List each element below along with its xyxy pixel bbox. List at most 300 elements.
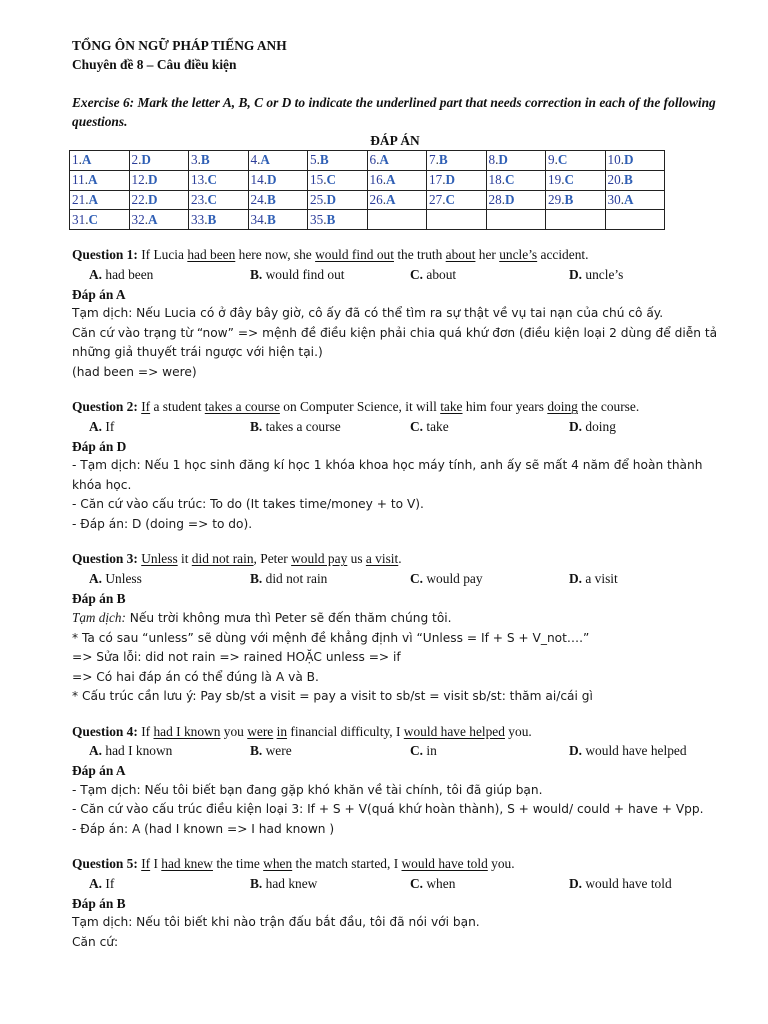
answer-separator: . (263, 191, 267, 207)
explanation-line (72, 933, 718, 953)
answer-question-number: 1 (72, 152, 79, 168)
option-a[interactable] (89, 874, 114, 894)
answer-separator: . (78, 152, 82, 168)
explanation-text: Tạm dịch: Nếu tôi biết khi nào trận đấu bắt đầu, tôi đã nói với bạn. (72, 915, 480, 930)
answer-letter: C (207, 172, 218, 188)
explanation-line (72, 363, 718, 383)
answer-letter: B (438, 152, 448, 168)
answer-key-cell (605, 210, 665, 230)
answer-key-cell (248, 210, 308, 230)
answer-question-number: 16 (369, 172, 383, 188)
answer-separator: . (144, 191, 148, 207)
answer-key-cell (308, 170, 368, 190)
answer-letter: C (326, 172, 337, 188)
option-letter: D. (569, 570, 583, 586)
answer-letter: D (326, 191, 337, 207)
answer-label: Đáp án A (72, 286, 126, 302)
option-d[interactable] (569, 417, 616, 437)
option-text: If (105, 418, 115, 434)
answer-key-cell (70, 170, 130, 190)
explanation-line (72, 820, 718, 840)
option-text: would pay (426, 570, 483, 586)
answer-question-number: 5 (310, 152, 317, 168)
exercise-instruction: Exercise 6: Mark the letter A, B, C or D to indicate the underlined part that needs correction in each of the following questions. (72, 95, 716, 129)
answer-question-number: 10 (607, 152, 621, 168)
answer-key-cell (367, 210, 427, 230)
explanation-line (72, 304, 718, 324)
answer-question-number: 7 (429, 152, 436, 168)
answer-question-number: 31 (72, 211, 86, 227)
answer-key-cell (427, 151, 487, 171)
answer-options (72, 874, 718, 894)
question-label: Question 3: (72, 551, 138, 567)
explanation-lead: Tạm dịch: (72, 610, 126, 626)
explanation-text: - Đáp án: D (doing => to do). (72, 516, 253, 531)
option-c[interactable] (410, 569, 483, 589)
answer-key-cell (248, 151, 308, 171)
answer-question-number: 28 (488, 191, 502, 207)
answer-letter: B (200, 152, 210, 168)
answer-question-number: 27 (429, 191, 443, 207)
sentence-fragment: it (177, 551, 192, 567)
explanation-text: * Ta có sau “unless” sẽ dùng với mệnh đề khẳng định vì “Unless = If + S + V_not….” (72, 630, 590, 645)
answer-options (72, 741, 718, 761)
answer-letter: C (207, 191, 218, 207)
sentence-fragment: the truth (393, 247, 446, 263)
answer-key-cell (248, 170, 308, 190)
question-list (72, 245, 718, 952)
explanation-text: (had been => were) (72, 364, 197, 379)
sentence-fragment: him four years (462, 399, 548, 415)
answer-key-row (70, 151, 665, 171)
option-letter: B. (250, 266, 263, 282)
answer-letter: B (266, 191, 276, 207)
option-letter: D. (569, 266, 583, 282)
answer-separator: . (263, 172, 267, 188)
sentence-fragment: If (141, 723, 154, 739)
answer-question-number: 21 (72, 191, 86, 207)
option-b[interactable] (250, 874, 317, 894)
question-block (72, 722, 718, 840)
answer-key-cell (70, 190, 130, 210)
sentence-fragment: you. (487, 856, 515, 872)
answer-separator: . (501, 191, 505, 207)
option-letter: B. (250, 570, 263, 586)
answer-separator: . (561, 191, 565, 207)
sentence-fragment: us (347, 551, 366, 567)
answer-separator: . (144, 172, 148, 188)
explanation-text: - Tạm dịch: Nếu tôi biết bạn đang gặp khó khăn về tài chính, tôi đã giúp bạn. (72, 782, 543, 797)
option-letter: A. (89, 743, 103, 759)
answer-separator: . (85, 211, 89, 227)
option-letter: D. (569, 875, 583, 891)
explanation-text: => Có hai đáp án có thể đúng là A và B. (72, 669, 319, 684)
answer-options (72, 265, 718, 285)
underlined-part: had knew (161, 856, 213, 872)
answer-question-number: 35 (310, 211, 324, 227)
answer-letter: D (147, 191, 158, 207)
answer-key-cell (486, 190, 546, 210)
answer-letter: A (81, 152, 92, 168)
answer-key-row (70, 170, 665, 190)
answer-options (72, 417, 718, 437)
answer-separator: . (620, 191, 624, 207)
answer-separator: . (495, 152, 499, 168)
answer-letter: C (88, 211, 99, 227)
answer-separator: . (323, 191, 327, 207)
answer-letter: A (260, 152, 270, 168)
answer-letter: B (266, 211, 276, 227)
answer-separator: . (561, 172, 565, 188)
answer-letter: A (147, 211, 158, 227)
answer-separator: . (382, 191, 386, 207)
answer-question-number: 20 (607, 172, 621, 188)
option-text: about (426, 266, 457, 282)
answer-question-number: 17 (429, 172, 443, 188)
answer-letter: A (385, 191, 396, 207)
option-text: in (426, 743, 437, 759)
answer-letter: C (504, 172, 515, 188)
question-text (72, 722, 718, 742)
answer-question-number: 14 (250, 172, 264, 188)
option-text: If (105, 875, 115, 891)
answer-separator: . (620, 152, 624, 168)
option-a[interactable] (89, 569, 142, 589)
underlined-part: take (440, 399, 463, 415)
answer-separator: . (204, 211, 208, 227)
answer-separator: . (554, 152, 558, 168)
option-d[interactable] (569, 265, 623, 285)
option-c[interactable] (410, 265, 456, 285)
answer-question-number: 15 (310, 172, 324, 188)
answer-letter: A (379, 152, 389, 168)
option-d[interactable] (569, 874, 672, 894)
question-text (72, 397, 718, 417)
answer-key-cell (486, 151, 546, 171)
sentence-fragment: financial difficulty, I (287, 723, 404, 739)
sentence-fragment: a student (150, 399, 205, 415)
sentence-fragment: accident. (537, 247, 589, 263)
option-text: a visit (585, 570, 618, 586)
answer-key-row (70, 190, 665, 210)
answer-letter: C (557, 152, 568, 168)
option-letter: C. (410, 570, 424, 586)
sentence-fragment: the match started, I (292, 856, 402, 872)
answer-question-number: 23 (191, 191, 205, 207)
answer-key-cell (129, 170, 189, 190)
option-b[interactable] (250, 417, 341, 437)
explanation-text: - Đáp án: A (had I known => I had known ) (72, 821, 335, 836)
option-text: were (265, 743, 292, 759)
answer-key-cell (308, 151, 368, 171)
answer-key-cell (546, 210, 606, 230)
answer-key-cell (129, 190, 189, 210)
answer-separator: . (316, 152, 320, 168)
answer-key-cell (427, 210, 487, 230)
answer-key-cell (605, 190, 665, 210)
answer-letter: C (445, 191, 456, 207)
underlined-part: had been (187, 247, 236, 263)
answer-question-number: 6 (369, 152, 377, 168)
answer-separator: . (376, 152, 380, 168)
sentence-fragment: I (150, 856, 162, 872)
option-text: doing (585, 418, 616, 434)
explanation-text: - Căn cứ vào cấu trúc điều kiện loại 3: If + S + V(quá khứ hoàn thành), S + would/ could + have + Vpp. (72, 802, 704, 817)
answer-key-cell (189, 190, 249, 210)
option-text: uncle’s (585, 266, 624, 282)
answer-key-cell (546, 190, 606, 210)
answer-key-cell (248, 190, 308, 210)
answer-key-cell (189, 151, 249, 171)
underlined-part: If (141, 856, 151, 872)
option-letter: A. (89, 875, 103, 891)
option-b[interactable] (250, 741, 292, 761)
option-letter: A. (89, 418, 103, 434)
question-label: Question 1: (72, 247, 138, 263)
answer-question-number: 12 (131, 172, 145, 188)
sentence-fragment: on Computer Science, it will (279, 399, 441, 415)
answer-letter: A (88, 191, 99, 207)
answer-key-cell (605, 170, 665, 190)
sentence-fragment: the course. (577, 399, 640, 415)
option-letter: B. (250, 875, 263, 891)
answer-label: Đáp án D (72, 438, 127, 454)
option-letter: C. (410, 266, 424, 282)
question-block (72, 397, 718, 534)
option-letter: C. (410, 418, 424, 434)
answer-label: Đáp án B (72, 590, 126, 606)
answer-key-cell (367, 151, 427, 171)
answer-separator: . (442, 191, 446, 207)
underlined-part: would have told (401, 856, 488, 872)
option-text: had been (105, 266, 154, 282)
answer-letter: C (564, 172, 575, 188)
answer-key-table (69, 150, 665, 230)
sentence-fragment: the time (212, 856, 264, 872)
sentence-fragment: If Lucia (141, 247, 188, 263)
explanation-line (72, 608, 718, 629)
question-label: Question 5: (72, 856, 138, 872)
answer-letter: A (623, 191, 634, 207)
document-page (72, 36, 718, 952)
answer-letter: B (623, 172, 633, 188)
answer-letter: B (326, 211, 336, 227)
explanation-line (72, 781, 718, 801)
question-text (72, 854, 718, 874)
option-letter: B. (250, 743, 263, 759)
underlined-part: uncle’s (499, 247, 538, 263)
explanation-line (72, 800, 718, 820)
answer-question-number: 11 (72, 172, 85, 188)
answer-key-cell (486, 210, 546, 230)
answer-question-number: 22 (131, 191, 145, 207)
option-text: when (426, 875, 456, 891)
explanation-text: Căn cứ: (72, 934, 119, 949)
question-block (72, 854, 718, 952)
document-subtitle: Chuyên đề 8 – Câu điều kiện (72, 57, 237, 72)
answer-separator: . (85, 191, 89, 207)
answer-key-cell (189, 170, 249, 190)
answer-separator: . (323, 211, 327, 227)
question-label: Question 2: (72, 399, 138, 415)
option-text: would have helped (585, 743, 687, 759)
explanation-text: => Sửa lỗi: did not rain => rained HOẶC unless => if (72, 650, 401, 665)
answer-key-cell (367, 190, 427, 210)
underlined-part: would have helped (403, 723, 505, 739)
answer-question-number: 30 (607, 191, 621, 207)
answer-separator: . (620, 172, 624, 188)
underlined-part: doing (547, 399, 578, 415)
option-letter: C. (410, 875, 424, 891)
underlined-part: in (276, 723, 288, 739)
underlined-part: when (263, 856, 293, 872)
underlined-part: would pay (291, 551, 348, 567)
answer-question-number: 25 (310, 191, 324, 207)
option-letter: B. (250, 418, 263, 434)
option-text: would have told (585, 875, 672, 891)
answer-separator: . (323, 172, 327, 188)
option-text: did not rain (265, 570, 328, 586)
answer-question-number: 18 (488, 172, 502, 188)
option-a[interactable] (89, 741, 172, 761)
answer-key-cell (70, 210, 130, 230)
question-label: Question 4: (72, 723, 138, 739)
option-text: would find out (265, 266, 345, 282)
underlined-part: takes a course (204, 399, 280, 415)
answer-separator: . (204, 172, 208, 188)
option-text: had I known (105, 743, 173, 759)
answer-question-number: 19 (548, 172, 562, 188)
answer-question-number: 32 (131, 211, 145, 227)
answer-letter: D (445, 172, 456, 188)
answer-key-cell (129, 151, 189, 171)
option-b[interactable] (250, 569, 327, 589)
underlined-part: had I known (153, 723, 221, 739)
answer-letter: A (88, 172, 98, 188)
explanation-line (72, 324, 718, 363)
answer-letter: D (147, 172, 158, 188)
option-c[interactable] (410, 874, 455, 894)
option-text: takes a course (265, 418, 341, 434)
answer-separator: . (197, 152, 201, 168)
document-title: TỔNG ÔN NGỮ PHÁP TIẾNG ANH (72, 38, 287, 53)
question-block (72, 245, 718, 382)
option-letter: D. (569, 418, 583, 434)
answer-key-cell (546, 170, 606, 190)
underlined-part: did not rain (191, 551, 254, 567)
answer-key-cell (308, 190, 368, 210)
option-letter: C. (410, 743, 424, 759)
option-b[interactable] (250, 265, 345, 285)
option-d[interactable] (569, 569, 618, 589)
option-text: had knew (265, 875, 318, 891)
answer-key-cell (486, 170, 546, 190)
option-letter: A. (89, 266, 103, 282)
answer-question-number: 26 (369, 191, 383, 207)
answer-question-number: 24 (250, 191, 264, 207)
option-a[interactable] (89, 417, 114, 437)
answer-letter: D (623, 152, 634, 168)
answer-separator: . (501, 172, 505, 188)
question-block (72, 549, 718, 707)
explanation-text: - Tạm dịch: Nếu 1 học sinh đăng kí học 1 khóa khoa học máy tính, anh ấy sẽ mất 4 năm để hoàn thành khóa học. (72, 458, 703, 492)
answer-label: Đáp án A (72, 763, 126, 779)
answer-label: Đáp án B (72, 895, 126, 911)
answer-separator: . (84, 172, 88, 188)
answer-key-cell (70, 151, 130, 171)
explanation-line (72, 668, 718, 688)
answer-key-cell (427, 190, 487, 210)
explanation-text: Căn cứ vào trạng từ “now” => mệnh đề điều kiện phải chia quá khứ đơn (điều kiện loại 2 dùng để diễn tả những giả thuyết trái ngược với hiện tại.) (72, 325, 718, 360)
answer-question-number: 4 (250, 152, 258, 168)
answer-options (72, 569, 718, 589)
answer-key-title: ĐÁP ÁN (370, 133, 420, 148)
question-text (72, 245, 718, 265)
underlined-part: would find out (315, 247, 394, 263)
answer-letter: B (564, 191, 574, 207)
sentence-fragment: you (220, 723, 248, 739)
sentence-fragment: you. (504, 723, 532, 739)
explanation-line (72, 495, 718, 515)
answer-question-number: 9 (548, 152, 555, 168)
answer-letter: B (207, 211, 217, 227)
question-text (72, 549, 718, 569)
answer-question-number: 3 (191, 152, 198, 168)
answer-separator: . (138, 152, 142, 168)
answer-letter: D (141, 152, 151, 168)
option-c[interactable] (410, 417, 449, 437)
answer-letter: D (498, 152, 508, 168)
answer-key-cell (189, 210, 249, 230)
answer-question-number: 13 (191, 172, 205, 188)
explanation-text: - Căn cứ vào cấu trúc: To do (It takes time/money + to V). (72, 497, 424, 512)
explanation-line (72, 648, 718, 668)
option-c[interactable] (410, 741, 437, 761)
answer-key-cell (427, 170, 487, 190)
option-d[interactable] (569, 741, 687, 761)
answer-key-row (70, 210, 665, 230)
sentence-fragment: here now, she (235, 247, 316, 263)
sentence-fragment: , Peter (253, 551, 292, 567)
answer-key-cell (546, 151, 606, 171)
answer-key-cell (129, 210, 189, 230)
underlined-part: If (141, 399, 151, 415)
explanation-line (72, 515, 718, 535)
answer-letter: D (504, 191, 515, 207)
answer-separator: . (257, 152, 261, 168)
answer-question-number: 2 (131, 152, 139, 168)
answer-separator: . (144, 211, 148, 227)
answer-question-number: 33 (191, 211, 205, 227)
explanation-line (72, 687, 718, 707)
option-letter: A. (89, 570, 103, 586)
answer-separator: . (204, 191, 208, 207)
underlined-part: a visit (365, 551, 399, 567)
answer-key-cell (308, 210, 368, 230)
explanation-text: Nếu trời không mưa thì Peter sẽ đến thăm chúng tôi. (125, 611, 452, 626)
option-a[interactable] (89, 265, 153, 285)
answer-letter: D (266, 172, 277, 188)
answer-key-cell (605, 151, 665, 171)
answer-separator: . (442, 172, 446, 188)
underlined-part: Unless (141, 551, 178, 567)
underlined-part: about (445, 247, 476, 263)
sentence-fragment: her (475, 247, 500, 263)
sentence-fragment: . (398, 551, 402, 567)
answer-question-number: 34 (250, 211, 264, 227)
answer-letter: B (319, 152, 329, 168)
answer-separator: . (382, 172, 386, 188)
